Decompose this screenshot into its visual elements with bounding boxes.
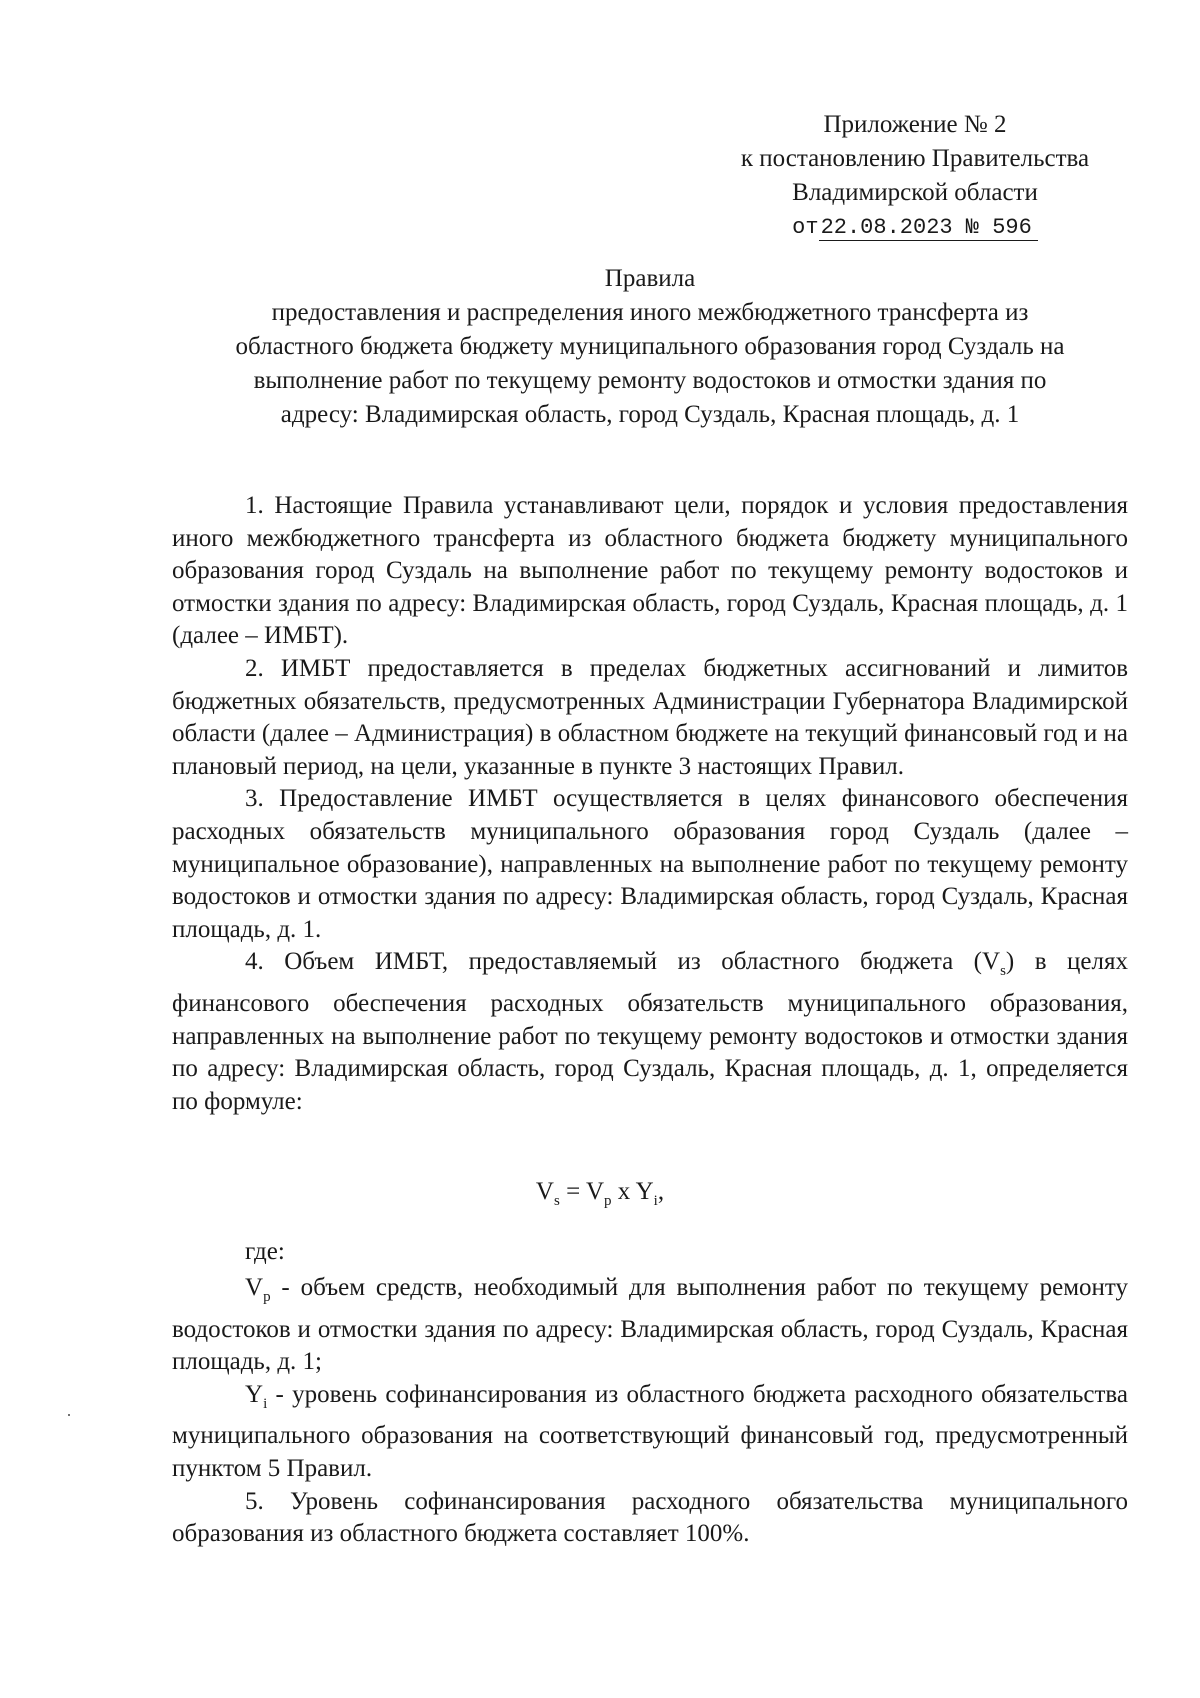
- yi-sub: i: [263, 1395, 268, 1412]
- rules-title: [170, 262, 1130, 432]
- decree-fill: 22.08.2023 № 596: [819, 215, 1038, 241]
- formula-sub-s: s: [553, 1193, 560, 1209]
- vp-sub: p: [263, 1289, 271, 1305]
- yi-symbol: Y: [245, 1380, 264, 1408]
- appendix-reference: к постановлению Правительства: [740, 145, 1090, 172]
- paragraph-4: [172, 946, 1128, 1118]
- appendix-header: [700, 108, 1130, 245]
- definition-yi: [172, 1379, 1128, 1486]
- volume-formula: [0, 1178, 1200, 1210]
- definition-vp: [172, 1272, 1128, 1379]
- rules-body: [172, 490, 1128, 1118]
- paragraph-5: 5. Уровень софинансирования расходного обязательства муниципального образования из областного бюджета составляет 100%.: [172, 1487, 1128, 1548]
- formula-v: V: [535, 1178, 554, 1205]
- formula-eq: = V: [559, 1178, 605, 1205]
- appendix-region: Владимирской области: [792, 179, 1038, 206]
- formula-sub-p: p: [604, 1193, 612, 1209]
- formula-end: ,: [657, 1178, 665, 1205]
- title-line-4: адресу: Владимирская область, город Суздаль, Красная площадь, д. 1: [280, 401, 1020, 428]
- yi-text: - уровень софинансирования из областного бюджета расходного обязательства муниципального образования на соответствующий финансовый год, предусмотренный пунктом 5 Правил.: [172, 1380, 1128, 1482]
- definitions: [172, 1272, 1128, 1551]
- decree-date-number: [700, 211, 1130, 245]
- formula-sub-i: i: [653, 1193, 658, 1209]
- rules-heading: Правила: [604, 265, 696, 292]
- where-label: где:: [245, 1238, 285, 1265]
- vp-text: - объем средств, необходимый для выполнения работ по текущему ремонту водостоков и отмостки здания по адресу: Владимирская область, город Суздаль, Красная площадь, д. 1;: [172, 1274, 1128, 1376]
- scan-speck: [68, 1414, 70, 1416]
- paragraph-4-text: 4. Объем ИМБТ, предоставляемый из областного бюджета $(V_s)$ в целях финансового обеспечения расходных обязательств муниципального образования, направленных на выполнение работ по текущему ремонту водостоков и отмостки здания по адресу: Владимирская область, город Суздаль, Красная площадь, д. 1, определяется по формуле:: [172, 948, 1128, 1115]
- title-line-3: выполнение работ по текущему ремонту водостоков и отмостки здания по: [253, 367, 1047, 394]
- paragraph-1: 1. Настоящие Правила устанавливают цели, порядок и условия предоставления иного межбюджетного трансферта из областного бюджета бюджету муниципального образования город Суздаль на выполнение работ по текущему ремонту водостоков и отмостки здания по адресу: Владимирская область, город Суздаль, Красная площадь, д. 1 (далее – ИМБТ).: [172, 492, 1128, 650]
- title-line-1: предоставления и распределения иного межбюджетного трансферта из: [271, 299, 1029, 326]
- decree-prefix: от: [792, 215, 819, 240]
- title-line-2: областного бюджета бюджету муниципального образования город Суздаль на: [235, 333, 1065, 360]
- formula-x: x Y: [611, 1178, 654, 1205]
- paragraph-2: 2. ИМБТ предоставляется в пределах бюджетных ассигнований и лимитов бюджетных обязательств, предусмотренных Администрации Губернатора Владимирской области (далее – Администрация) в областном бюджете на текущий финансовый год и на плановый период, на цели, указанные в пункте 3 настоящих Правил.: [172, 654, 1128, 780]
- paragraph-3: 3. Предоставление ИМБТ осуществляется в целях финансового обеспечения расходных обязательств муниципального образования город Суздаль (далее – муниципальное образование), направленных на выполнение работ по текущему ремонту водостоков и отмостки здания по адресу: Владимирская область, город Суздаль, Красная площадь, д. 1.: [172, 785, 1128, 943]
- vp-symbol: V: [245, 1274, 264, 1301]
- appendix-number: Приложение № 2: [823, 111, 1007, 138]
